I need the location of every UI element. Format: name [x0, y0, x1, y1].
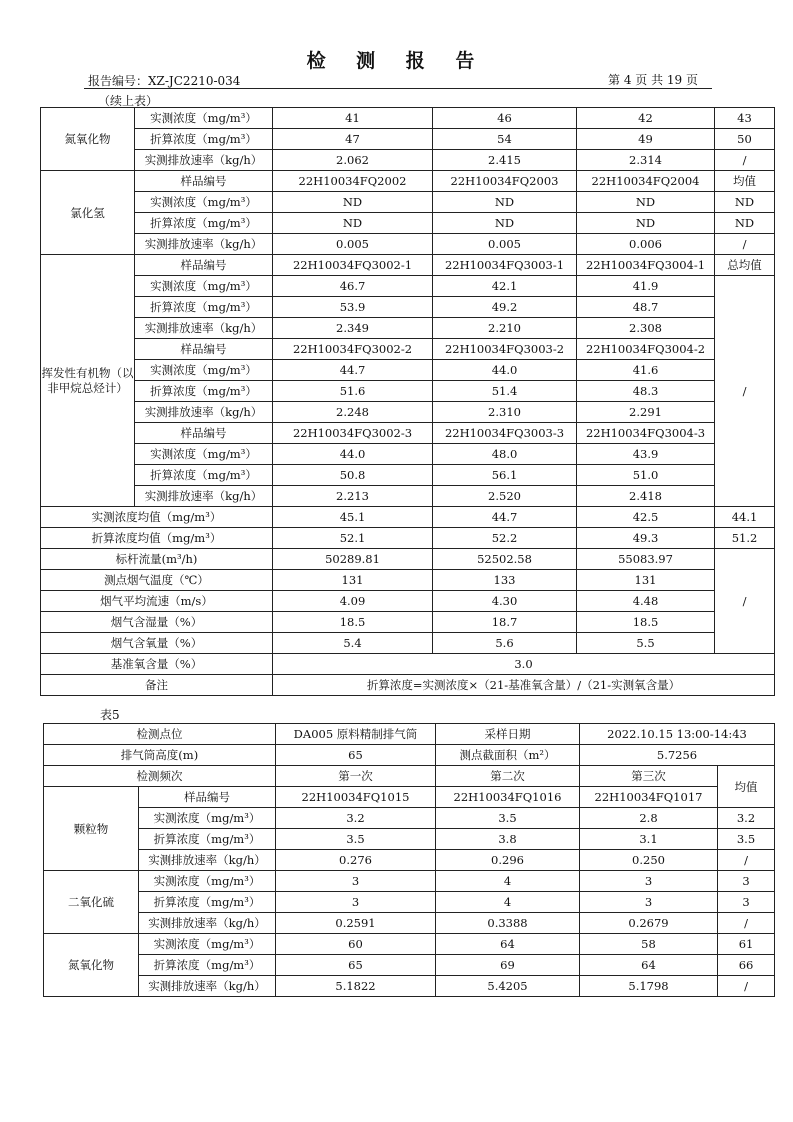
row-label: 烟气含湿量（%）	[41, 612, 273, 633]
cell: 66	[718, 955, 775, 976]
cell: 4.48	[577, 591, 715, 612]
cell: 5.6	[433, 633, 577, 654]
cell: 47	[273, 129, 433, 150]
cell: 18.5	[577, 612, 715, 633]
cell: 22H10034FQ3003-1	[433, 255, 577, 276]
row-label: 实测排放速率（kg/h）	[135, 402, 273, 423]
cell: 0.006	[577, 234, 715, 255]
table-row	[41, 339, 775, 360]
cell: 22H10034FQ3003-2	[433, 339, 577, 360]
cell: 0.276	[276, 850, 436, 871]
cell: 49.3	[577, 528, 715, 549]
cell: 49.2	[433, 297, 577, 318]
cell: 2.314	[577, 150, 715, 171]
row-label: 实测浓度（mg/m³）	[135, 360, 273, 381]
continued-label: （续上表）	[98, 94, 159, 108]
row-label: 折算浓度（mg/m³）	[139, 829, 276, 850]
table-row	[41, 444, 775, 465]
cell: ND	[577, 213, 715, 234]
table-row	[41, 423, 775, 444]
cell: 56.1	[433, 465, 577, 486]
cell: 42.1	[433, 276, 577, 297]
table-row	[44, 850, 775, 871]
row-label: 实测浓度均值（mg/m³）	[41, 507, 273, 528]
row-label: 实测浓度（mg/m³）	[135, 192, 273, 213]
height-value: 65	[276, 745, 436, 766]
frequency-1: 第一次	[276, 766, 436, 787]
frequency-label: 检测频次	[44, 766, 276, 787]
cell: 0.296	[436, 850, 580, 871]
cell: 22H10034FQ3002-2	[273, 339, 433, 360]
cell: 5.1822	[276, 976, 436, 997]
cell: 0.2591	[276, 913, 436, 934]
cell: 2.415	[433, 150, 577, 171]
cell: 22H10034FQ3003-3	[433, 423, 577, 444]
table-row	[41, 192, 775, 213]
cell: 22H10034FQ3002-1	[273, 255, 433, 276]
cell: 133	[433, 570, 577, 591]
table-row	[41, 171, 775, 192]
row-label: 实测浓度（mg/m³）	[139, 934, 276, 955]
row-label: 折算浓度（mg/m³）	[135, 129, 273, 150]
row-label: 实测排放速率（kg/h）	[139, 913, 276, 934]
base-oxygen-value: 3.0	[273, 654, 775, 675]
cell: 3.2	[718, 808, 775, 829]
row-label: 样品编号	[135, 255, 273, 276]
row-label: 样品编号	[139, 787, 276, 808]
cell: 22H10034FQ1016	[436, 787, 580, 808]
row-label: 实测浓度（mg/m³）	[135, 444, 273, 465]
cell: 44.0	[273, 444, 433, 465]
table-row	[41, 591, 775, 612]
cell: 44.7	[273, 360, 433, 381]
pollutant-name: 挥发性有机物（以非甲烷总烃计）	[41, 255, 135, 507]
cell: 22H10034FQ1017	[580, 787, 718, 808]
cell: 2.349	[273, 318, 433, 339]
table-row	[44, 913, 775, 934]
cell: /	[718, 976, 775, 997]
pollutant-name: 氮氧化物	[41, 108, 135, 171]
cell: 41.9	[577, 276, 715, 297]
cell: 50	[715, 129, 775, 150]
row-label: 烟气平均流速（m/s）	[41, 591, 273, 612]
cell: 49	[577, 129, 715, 150]
cell: 55083.97	[577, 549, 715, 570]
cell: 22H10034FQ3004-2	[577, 339, 715, 360]
cell: 2.418	[577, 486, 715, 507]
table-row	[41, 213, 775, 234]
table-row	[41, 570, 775, 591]
cell: 22H10034FQ3004-3	[577, 423, 715, 444]
table-row	[41, 486, 775, 507]
row-label: 实测排放速率（kg/h）	[139, 850, 276, 871]
table-row	[41, 276, 775, 297]
cell: 51.6	[273, 381, 433, 402]
table-row	[41, 255, 775, 276]
pollutant-name: 氮氧化物	[44, 934, 139, 997]
cell: ND	[273, 213, 433, 234]
row-label: 样品编号	[135, 171, 273, 192]
cell: /	[715, 549, 775, 654]
cell: 18.7	[433, 612, 577, 633]
cell: 2.308	[577, 318, 715, 339]
height-label: 排气筒高度(m)	[44, 745, 276, 766]
report-number: 报告编号：XZ-JC2210-034	[88, 74, 241, 88]
cell: 3	[718, 871, 775, 892]
cell: 42	[577, 108, 715, 129]
cell: 53.9	[273, 297, 433, 318]
cell: 2.248	[273, 402, 433, 423]
cell: 22H10034FQ2004	[577, 171, 715, 192]
point-label: 检测点位	[44, 724, 276, 745]
table-row	[41, 360, 775, 381]
cell: 2.213	[273, 486, 433, 507]
table-row	[41, 150, 775, 171]
table-row	[44, 976, 775, 997]
cell: ND	[433, 213, 577, 234]
cell: 43	[715, 108, 775, 129]
cell: 0.005	[433, 234, 577, 255]
cell: 65	[276, 955, 436, 976]
cell: 2.520	[433, 486, 577, 507]
page-number: 第 4 页 共 19 页	[608, 73, 698, 87]
table-row	[44, 829, 775, 850]
row-label: 测点烟气温度（℃）	[41, 570, 273, 591]
cell: 2.8	[580, 808, 718, 829]
cell: 0.2679	[580, 913, 718, 934]
report-title: 检 测 报 告	[306, 50, 487, 72]
row-label: 实测排放速率（kg/h）	[139, 976, 276, 997]
emission-table-continued	[40, 107, 775, 696]
cell: 2.291	[577, 402, 715, 423]
cell: 52.2	[433, 528, 577, 549]
cell: 41	[273, 108, 433, 129]
cell: 22H10034FQ3002-3	[273, 423, 433, 444]
cell: 52.1	[273, 528, 433, 549]
area-value: 5.7256	[580, 745, 775, 766]
cell: 3.8	[436, 829, 580, 850]
cell: /	[715, 234, 775, 255]
table-row	[41, 633, 775, 654]
row-label: 折算浓度均值（mg/m³）	[41, 528, 273, 549]
cell: ND	[577, 192, 715, 213]
cell: 3.5	[436, 808, 580, 829]
row-label: 实测排放速率（kg/h）	[135, 234, 273, 255]
cell: 50289.81	[273, 549, 433, 570]
cell: 131	[273, 570, 433, 591]
row-label: 实测浓度（mg/m³）	[135, 276, 273, 297]
table-row	[41, 318, 775, 339]
cell: 42.5	[577, 507, 715, 528]
cell: 3.5	[276, 829, 436, 850]
cell: 3	[580, 871, 718, 892]
cell: /	[718, 850, 775, 871]
table-row	[41, 381, 775, 402]
cell: 2.210	[433, 318, 577, 339]
cell: 58	[580, 934, 718, 955]
cell: 44.7	[433, 507, 577, 528]
total-average-value: /	[715, 276, 775, 507]
row-label: 实测排放速率（kg/h）	[135, 150, 273, 171]
cell: ND	[433, 192, 577, 213]
cell: 0.005	[273, 234, 433, 255]
average-header: 均值	[718, 766, 775, 808]
cell: 22H10034FQ2003	[433, 171, 577, 192]
row-label: 折算浓度（mg/m³）	[135, 381, 273, 402]
table-row	[44, 766, 775, 787]
row-label: 实测浓度（mg/m³）	[139, 871, 276, 892]
cell: 44.1	[715, 507, 775, 528]
row-label: 折算浓度（mg/m³）	[135, 297, 273, 318]
cell: 3.5	[718, 829, 775, 850]
cell: 48.7	[577, 297, 715, 318]
cell: 3.2	[276, 808, 436, 829]
cell: 2.310	[433, 402, 577, 423]
table-row	[41, 612, 775, 633]
table-row	[41, 675, 775, 696]
frequency-2: 第二次	[436, 766, 580, 787]
table-row	[41, 129, 775, 150]
cell: 41.6	[577, 360, 715, 381]
row-label: 折算浓度（mg/m³）	[135, 213, 273, 234]
cell: 5.1798	[580, 976, 718, 997]
cell: 0.3388	[436, 913, 580, 934]
cell: 22H10034FQ2002	[273, 171, 433, 192]
table-row	[44, 724, 775, 745]
cell: 52502.58	[433, 549, 577, 570]
table-row	[44, 955, 775, 976]
cell: ND	[715, 213, 775, 234]
cell: 3	[276, 892, 436, 913]
table-row	[44, 892, 775, 913]
cell: 5.4205	[436, 976, 580, 997]
cell: ND	[273, 192, 433, 213]
table-row	[41, 507, 775, 528]
pollutant-name: 颗粒物	[44, 787, 139, 871]
cell: /	[718, 913, 775, 934]
cell: 45.1	[273, 507, 433, 528]
cell: 5.4	[273, 633, 433, 654]
cell: 50.8	[273, 465, 433, 486]
cell: 51.0	[577, 465, 715, 486]
cell: 4.09	[273, 591, 433, 612]
cell: 5.5	[577, 633, 715, 654]
cell: /	[715, 150, 775, 171]
table-row	[41, 108, 775, 129]
row-label: 实测浓度（mg/m³）	[135, 108, 273, 129]
point-value: DA005 原料精制排气筒	[276, 724, 436, 745]
table-caption: 表5	[100, 708, 120, 722]
cell: 22H10034FQ3004-1	[577, 255, 715, 276]
cell: 44.0	[433, 360, 577, 381]
pollutant-name: 氯化氢	[41, 171, 135, 255]
cell: 64	[436, 934, 580, 955]
date-label: 采样日期	[436, 724, 580, 745]
date-value: 2022.10.15 13:00-14:43	[580, 724, 775, 745]
row-label: 样品编号	[135, 339, 273, 360]
cell: 46	[433, 108, 577, 129]
cell: 51.4	[433, 381, 577, 402]
table-row	[41, 654, 775, 675]
row-label: 样品编号	[135, 423, 273, 444]
table-row	[44, 787, 775, 808]
cell: 43.9	[577, 444, 715, 465]
cell: 51.2	[715, 528, 775, 549]
table-row	[41, 234, 775, 255]
table-row	[41, 402, 775, 423]
row-label: 折算浓度（mg/m³）	[139, 892, 276, 913]
cell: 18.5	[273, 612, 433, 633]
cell: 3.1	[580, 829, 718, 850]
row-label: 基准氧含量（%）	[41, 654, 273, 675]
cell: 3	[718, 892, 775, 913]
cell: 60	[276, 934, 436, 955]
cell: ND	[715, 192, 775, 213]
cell: 3	[580, 892, 718, 913]
table-row	[41, 297, 775, 318]
row-label: 烟气含氧量（%）	[41, 633, 273, 654]
area-label: 测点截面积（m²）	[436, 745, 580, 766]
cell: 69	[436, 955, 580, 976]
note-label: 备注	[41, 675, 273, 696]
pollutant-name: 二氧化硫	[44, 871, 139, 934]
table-row	[41, 465, 775, 486]
cell: 0.250	[580, 850, 718, 871]
row-label: 标杆流量(m³/h)	[41, 549, 273, 570]
row-label: 实测浓度（mg/m³）	[139, 808, 276, 829]
table-row	[44, 934, 775, 955]
cell: 131	[577, 570, 715, 591]
note-value: 折算浓度=实测浓度×（21-基准氧含量）/（21-实测氧含量）	[273, 675, 775, 696]
row-label: 实测排放速率（kg/h）	[135, 486, 273, 507]
cell: 22H10034FQ1015	[276, 787, 436, 808]
cell: 61	[718, 934, 775, 955]
cell: 64	[580, 955, 718, 976]
table-row	[44, 808, 775, 829]
cell: 46.7	[273, 276, 433, 297]
row-label: 折算浓度（mg/m³）	[135, 465, 273, 486]
table-row	[41, 549, 775, 570]
cell: 4	[436, 871, 580, 892]
table-row	[44, 745, 775, 766]
row-label: 折算浓度（mg/m³）	[139, 955, 276, 976]
frequency-3: 第三次	[580, 766, 718, 787]
cell: 48.3	[577, 381, 715, 402]
report-header	[84, 70, 712, 89]
cell: 3	[276, 871, 436, 892]
cell: 均值	[715, 171, 775, 192]
table-row	[41, 528, 775, 549]
cell: 54	[433, 129, 577, 150]
table-row	[44, 871, 775, 892]
row-label: 实测排放速率（kg/h）	[135, 318, 273, 339]
cell: 4.30	[433, 591, 577, 612]
total-average-header: 总均值	[715, 255, 775, 276]
cell: 48.0	[433, 444, 577, 465]
cell: 2.062	[273, 150, 433, 171]
emission-table-5	[43, 723, 775, 997]
cell: 4	[436, 892, 580, 913]
